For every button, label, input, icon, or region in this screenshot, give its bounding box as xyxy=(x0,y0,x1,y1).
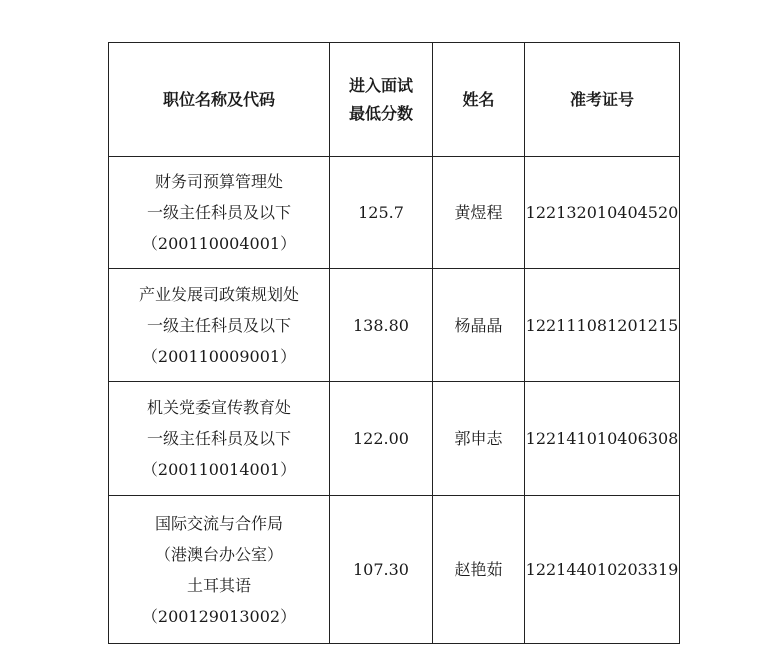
header-name: 姓名 xyxy=(433,43,525,157)
score-cell: 122.00 xyxy=(330,382,433,496)
score-cell: 125.7 xyxy=(330,157,433,269)
position-line: （港澳台办公室） xyxy=(154,544,283,564)
exam-id-cell: 122132010404520 xyxy=(525,157,680,269)
header-score-line2: 最低分数 xyxy=(348,103,413,123)
score-cell: 138.80 xyxy=(330,269,433,382)
table-row xyxy=(109,269,680,382)
position-line: 土耳其语 xyxy=(186,575,251,595)
name-cell: 杨晶晶 xyxy=(433,269,525,382)
position-line: 机关党委宣传教育处 xyxy=(146,398,291,417)
exam-id-cell: 122141010406308 xyxy=(525,382,680,496)
position-line: 国际交流与合作局 xyxy=(154,513,283,533)
header-exam-id: 准考证号 xyxy=(525,43,680,157)
position-line: 一级主任科员及以下 xyxy=(146,203,291,222)
position-cell xyxy=(109,269,330,382)
header-position: 职位名称及代码 xyxy=(109,43,330,157)
name-cell: 赵艳茹 xyxy=(433,496,525,644)
table-row xyxy=(109,496,680,644)
name-cell: 郭申志 xyxy=(433,382,525,496)
name-cell: 黄煜程 xyxy=(433,157,525,269)
exam-id-cell: 122144010203319 xyxy=(525,496,680,644)
score-cell: 107.30 xyxy=(330,496,433,644)
position-line: 财务司预算管理处 xyxy=(154,172,283,191)
position-line: 产业发展司政策规划处 xyxy=(138,284,299,304)
position-cell xyxy=(109,382,330,496)
position-cell xyxy=(109,496,330,644)
position-line: 一级主任科员及以下 xyxy=(146,315,291,335)
exam-id-cell: 122111081201215 xyxy=(525,269,680,382)
position-code: （200110009001） xyxy=(141,346,297,366)
table-row xyxy=(109,382,680,496)
position-code: （200110014001） xyxy=(141,460,297,479)
position-line: 一级主任科员及以下 xyxy=(146,429,291,448)
header-score-line1: 进入面试 xyxy=(348,75,413,95)
position-code: （200110004001） xyxy=(141,234,297,253)
position-code: （200129013002） xyxy=(141,606,297,626)
position-cell xyxy=(109,157,330,269)
table-header-row xyxy=(109,43,680,157)
interview-score-table xyxy=(108,42,680,644)
header-min-score xyxy=(330,43,433,157)
table-row xyxy=(109,157,680,269)
